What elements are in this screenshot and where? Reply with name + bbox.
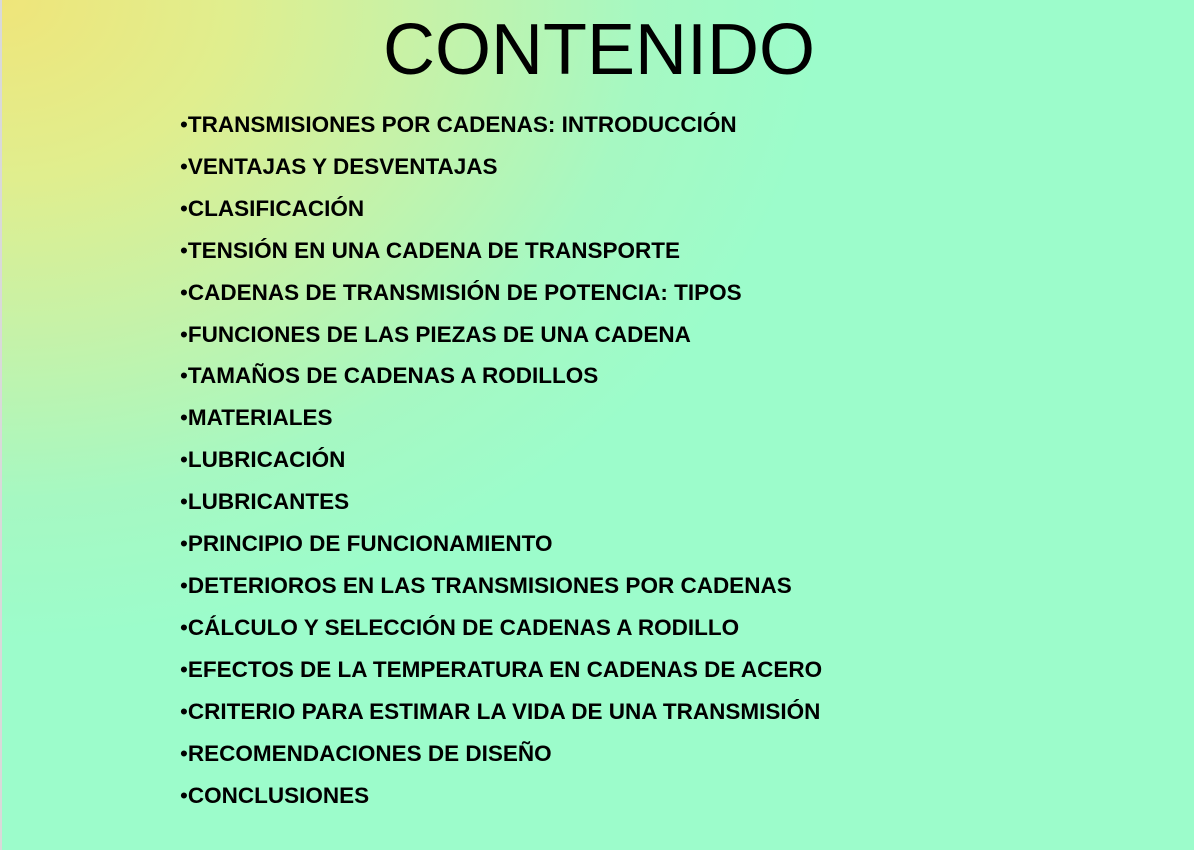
bullet-icon: •: [180, 572, 188, 598]
bullet-icon: •: [180, 447, 188, 473]
list-item-label: RECOMENDACIONES DE DISEÑO: [187, 740, 552, 766]
list-item-label: TRANSMISIONES POR CADENAS: INTRODUCCIÓN: [187, 112, 737, 137]
list-item: [180, 481, 822, 523]
list-item: [180, 775, 822, 817]
list-item: [180, 691, 822, 733]
list-item: [180, 104, 822, 146]
bullet-icon: •: [180, 237, 188, 263]
list-item: [180, 355, 822, 397]
list-item-label: DETERIOROS EN LAS TRANSMISIONES POR CADENAS: [187, 572, 792, 598]
list-item: [180, 523, 822, 565]
list-item: [180, 146, 822, 188]
list-item-label: CLASIFICACIÓN: [187, 195, 365, 221]
list-item: [180, 314, 822, 356]
list-item: [180, 439, 822, 481]
bullet-icon: •: [180, 740, 188, 766]
list-item: [180, 272, 822, 314]
list-item: [180, 607, 822, 649]
list-item-label: TAMAÑOS DE CADENAS A RODILLOS: [187, 363, 599, 389]
bullet-icon: •: [180, 363, 188, 389]
bullet-icon: •: [180, 112, 188, 137]
bullet-icon: •: [180, 614, 188, 640]
list-item-label: LUBRICANTES: [187, 489, 350, 515]
list-item-label: MATERIALES: [187, 405, 333, 431]
list-item-label: CÁLCULO Y SELECCIÓN DE CADENAS A RODILLO: [187, 614, 740, 640]
bullet-icon: •: [180, 698, 188, 724]
list-item: [180, 188, 822, 230]
list-item-label: TENSIÓN EN UNA CADENA DE TRANSPORTE: [187, 237, 681, 263]
bullet-icon: •: [180, 656, 188, 682]
list-item-label: PRINCIPIO DE FUNCIONAMIENTO: [187, 531, 553, 557]
list-item-label: EFECTOS DE LA TEMPERATURA EN CADENAS DE ACERO: [187, 656, 823, 682]
list-item: [180, 565, 822, 607]
table-of-contents: [180, 104, 822, 816]
list-item-label: VENTAJAS Y DESVENTAJAS: [187, 153, 498, 179]
slide-title: CONTENIDO: [383, 10, 815, 90]
bullet-icon: •: [180, 153, 188, 179]
list-item-label: LUBRICACIÓN: [187, 447, 346, 473]
list-item-label: CADENAS DE TRANSMISIÓN DE POTENCIA: TIPOS: [187, 279, 742, 305]
bullet-icon: •: [180, 405, 188, 431]
bullet-icon: •: [180, 321, 188, 347]
list-item-label: CONCLUSIONES: [187, 782, 370, 808]
bullet-icon: •: [180, 531, 188, 557]
list-item: [180, 649, 822, 691]
list-item-label: FUNCIONES DE LAS PIEZAS DE UNA CADENA: [187, 321, 691, 347]
list-item: [180, 230, 822, 272]
bullet-icon: •: [180, 279, 188, 305]
list-item: [180, 397, 822, 439]
list-item-label: CRITERIO PARA ESTIMAR LA VIDA DE UNA TRANSMISIÓN: [187, 698, 821, 724]
bullet-icon: •: [180, 489, 188, 515]
bullet-icon: •: [180, 195, 188, 221]
list-item: [180, 733, 822, 775]
bullet-icon: •: [180, 782, 188, 808]
